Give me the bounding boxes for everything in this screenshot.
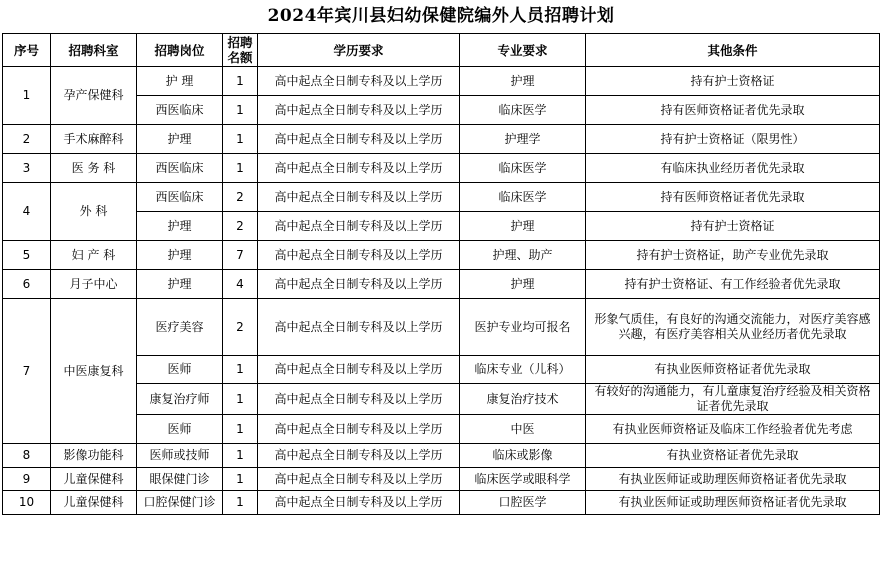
row-other: 持有护士资格证、有工作经验者优先录取: [586, 270, 880, 299]
row-no: 5: [3, 241, 51, 270]
row-post: 西医临床: [137, 183, 223, 212]
row-other: 持有护士资格证，助产专业优先录取: [586, 241, 880, 270]
table-row: [3, 67, 880, 96]
row-post: 眼保健门诊: [137, 468, 223, 491]
row-dept: 手术麻醉科: [51, 125, 137, 154]
row-major: 康复治疗技术: [460, 384, 586, 415]
row-post: 护理: [137, 241, 223, 270]
row-post: 口腔保健门诊: [137, 491, 223, 515]
row-major: 临床医学: [460, 183, 586, 212]
row-post: 康复治疗师: [137, 384, 223, 415]
row-dept: 中医康复科: [51, 299, 137, 444]
row-dept: 影像功能科: [51, 444, 137, 468]
row-major: 护理、助产: [460, 241, 586, 270]
row-quota: 2: [223, 183, 258, 212]
row-edu: 高中起点全日制专科及以上学历: [258, 241, 460, 270]
row-dept: 月子中心: [51, 270, 137, 299]
row-edu: 高中起点全日制专科及以上学历: [258, 154, 460, 183]
row-quota: 1: [223, 356, 258, 384]
row-other: 有执业医师资格证者优先录取: [586, 356, 880, 384]
row-major: 口腔医学: [460, 491, 586, 515]
row-other: 有较好的沟通能力，有儿童康复治疗经验及相关资格证者优先录取: [586, 384, 880, 415]
row-dept: 妇 产 科: [51, 241, 137, 270]
row-quota: 2: [223, 212, 258, 241]
table-row: [3, 241, 880, 270]
row-post: 医师或技师: [137, 444, 223, 468]
row-no: 9: [3, 468, 51, 491]
row-no: 10: [3, 491, 51, 515]
row-quota: 1: [223, 415, 258, 444]
row-post: 医疗美容: [137, 299, 223, 356]
row-edu: 高中起点全日制专科及以上学历: [258, 125, 460, 154]
row-quota: 1: [223, 67, 258, 96]
table-row: [3, 183, 880, 212]
row-post: 医师: [137, 415, 223, 444]
row-post: 护 理: [137, 67, 223, 96]
header-major: 专业要求: [460, 34, 586, 67]
row-post: 医师: [137, 356, 223, 384]
row-dept: 外 科: [51, 183, 137, 241]
row-no: 1: [3, 67, 51, 125]
row-quota: 1: [223, 384, 258, 415]
row-major: 临床医学: [460, 154, 586, 183]
row-quota: 2: [223, 299, 258, 356]
row-quota: 7: [223, 241, 258, 270]
table-row: [3, 125, 880, 154]
row-edu: 高中起点全日制专科及以上学历: [258, 415, 460, 444]
row-edu: 高中起点全日制专科及以上学历: [258, 212, 460, 241]
row-quota: 1: [223, 491, 258, 515]
header-quota-line2: 名额: [227, 50, 253, 65]
row-quota: 4: [223, 270, 258, 299]
row-major: 临床医学: [460, 96, 586, 125]
header-quota-line1: 招聘: [227, 35, 253, 50]
table-row: [3, 444, 880, 468]
row-quota: 1: [223, 468, 258, 491]
row-major: 医护专业均可报名: [460, 299, 586, 356]
table-row: [3, 468, 880, 491]
row-other: 持有医师资格证者优先录取: [586, 183, 880, 212]
row-other: 有执业资格证者优先录取: [586, 444, 880, 468]
row-dept: 儿童保健科: [51, 491, 137, 515]
row-no: 2: [3, 125, 51, 154]
row-other: 持有护士资格证: [586, 67, 880, 96]
row-edu: 高中起点全日制专科及以上学历: [258, 356, 460, 384]
row-quota: 1: [223, 125, 258, 154]
table-row: [3, 491, 880, 515]
page-title: 2024年宾川县妇幼保健院编外人员招聘计划: [267, 6, 615, 26]
row-no: 4: [3, 183, 51, 241]
row-quota: 1: [223, 444, 258, 468]
row-other: 持有护士资格证（限男性）: [586, 125, 880, 154]
row-edu: 高中起点全日制专科及以上学历: [258, 96, 460, 125]
header-no: 序号: [3, 34, 51, 67]
table-header-row: [3, 34, 880, 67]
row-edu: 高中起点全日制专科及以上学历: [258, 444, 460, 468]
row-post: 护理: [137, 270, 223, 299]
row-major: 临床医学或眼科学: [460, 468, 586, 491]
row-edu: 高中起点全日制专科及以上学历: [258, 270, 460, 299]
header-dept: 招聘科室: [51, 34, 137, 67]
row-dept: 孕产保健科: [51, 67, 137, 125]
row-quota: 1: [223, 154, 258, 183]
header-post: 招聘岗位: [137, 34, 223, 67]
row-major: 临床专业（儿科）: [460, 356, 586, 384]
header-other: 其他条件: [586, 34, 880, 67]
row-no: 7: [3, 299, 51, 444]
row-no: 3: [3, 154, 51, 183]
row-post: 西医临床: [137, 154, 223, 183]
row-edu: 高中起点全日制专科及以上学历: [258, 384, 460, 415]
row-other: 持有护士资格证: [586, 212, 880, 241]
recruitment-plan-table: [2, 33, 880, 515]
row-other: 有临床执业经历者优先录取: [586, 154, 880, 183]
row-other: 有执业医师资格证及临床工作经验者优先考虑: [586, 415, 880, 444]
row-post: 护理: [137, 212, 223, 241]
row-no: 8: [3, 444, 51, 468]
row-other: 形象气质佳，有良好的沟通交流能力，对医疗美容感兴趣，有医疗美容相关从业经历者优先录取: [586, 299, 880, 356]
row-major: 护理: [460, 270, 586, 299]
header-edu: 学历要求: [258, 34, 460, 67]
row-dept: 儿童保健科: [51, 468, 137, 491]
row-other: 持有医师资格证者优先录取: [586, 96, 880, 125]
row-post: 西医临床: [137, 96, 223, 125]
table-row: [3, 154, 880, 183]
row-edu: 高中起点全日制专科及以上学历: [258, 491, 460, 515]
row-edu: 高中起点全日制专科及以上学历: [258, 468, 460, 491]
row-edu: 高中起点全日制专科及以上学历: [258, 299, 460, 356]
row-major: 护理: [460, 67, 586, 96]
row-dept: 医 务 科: [51, 154, 137, 183]
row-quota: 1: [223, 96, 258, 125]
table-row: [3, 299, 880, 356]
row-other: 有执业医师证或助理医师资格证者优先录取: [586, 491, 880, 515]
row-no: 6: [3, 270, 51, 299]
header-quota: [223, 34, 258, 67]
row-post: 护理: [137, 125, 223, 154]
row-other: 有执业医师证或助理医师资格证者优先录取: [586, 468, 880, 491]
row-edu: 高中起点全日制专科及以上学历: [258, 67, 460, 96]
row-edu: 高中起点全日制专科及以上学历: [258, 183, 460, 212]
row-major: 护理学: [460, 125, 586, 154]
row-major: 临床或影像: [460, 444, 586, 468]
row-major: 护理: [460, 212, 586, 241]
row-major: 中医: [460, 415, 586, 444]
table-row: [3, 270, 880, 299]
